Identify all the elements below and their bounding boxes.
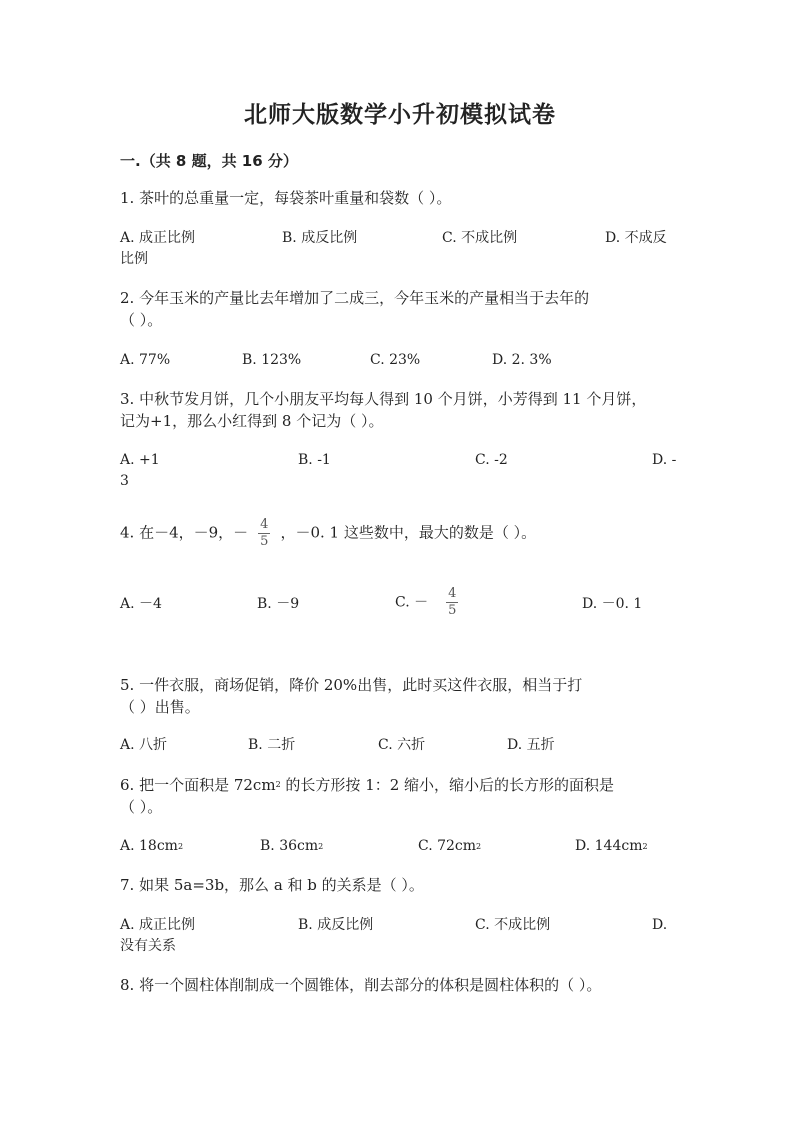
option-a[interactable]: A. 成正比例 <box>120 917 196 933</box>
option-a[interactable]: A. 八折 <box>120 737 168 753</box>
option-a[interactable]: A. +1 <box>120 452 160 468</box>
question-4 <box>120 517 536 550</box>
question-7: 7. 如果 5a=3b，那么 a 和 b 的关系是（ ）。 <box>120 876 424 894</box>
option-d[interactable]: D. - <box>652 452 677 468</box>
option-b[interactable]: B. 成反比例 <box>298 917 374 933</box>
superscript: 2 <box>476 842 482 851</box>
option-b[interactable]: B. -1 <box>298 452 331 468</box>
question-2-line-1: 2. 今年玉米的产量比去年增加了二成三，今年玉米的产量相当于去年的 <box>120 289 590 307</box>
option-d-wrap: 比例 <box>120 251 148 267</box>
fraction <box>446 586 458 619</box>
section-heading: 一.（共 8 题，共 16 分） <box>120 152 298 170</box>
option-b[interactable]: B. 成反比例 <box>282 230 358 246</box>
option-b[interactable]: B. 二折 <box>248 737 296 753</box>
option-d[interactable]: D. 五折 <box>507 737 555 753</box>
fraction-numerator: 4 <box>260 517 269 532</box>
superscript: 2 <box>642 842 648 851</box>
superscript: 2 <box>318 842 324 851</box>
question-8: 8. 将一个圆柱体削制成一个圆锥体，削去部分的体积是圆柱体积的（ ）。 <box>120 976 602 994</box>
option-a[interactable] <box>120 836 183 857</box>
option-c[interactable] <box>395 586 468 619</box>
option-c[interactable] <box>418 836 481 857</box>
option-b-label: B. 36cm <box>260 838 319 854</box>
option-b[interactable] <box>260 836 323 857</box>
question-6-suffix: 的长方形按 1：2 缩小，缩小后的长方形的面积是 <box>280 776 615 794</box>
question-3-line-1: 3. 中秋节发月饼，几个小朋友平均每人得到 10 个月饼，小芳得到 11 个月饼， <box>120 390 647 408</box>
option-d[interactable] <box>575 836 648 857</box>
option-c[interactable]: C. 23% <box>370 352 421 368</box>
question-6-line-2: （ ）。 <box>120 798 163 816</box>
option-b[interactable]: B. －9 <box>257 596 300 612</box>
option-d[interactable]: D. 2. 3% <box>492 352 552 368</box>
option-c[interactable]: C. 不成比例 <box>475 917 551 933</box>
option-c[interactable]: C. 六折 <box>378 737 426 753</box>
option-a[interactable]: A. －4 <box>120 596 162 612</box>
question-3-line-2: 记为+1，那么小红得到 8 个记为（ ）。 <box>120 412 384 430</box>
option-a[interactable]: A. 77% <box>120 352 171 368</box>
question-5-line-1: 5. 一件衣服，商场促销，降价 20%出售，此时买这件衣服，相当于打 <box>120 676 583 694</box>
superscript: 2 <box>275 780 281 789</box>
fraction <box>258 517 270 550</box>
option-a[interactable]: A. 成正比例 <box>120 230 196 246</box>
question-5-line-2: （ ）出售。 <box>120 698 200 716</box>
option-d[interactable]: D. <box>652 917 668 933</box>
option-d-wrap: 3 <box>120 473 129 489</box>
option-c[interactable]: C. -2 <box>475 452 508 468</box>
question-6-line-1 <box>120 774 614 796</box>
fraction-denominator: 5 <box>448 603 457 618</box>
page-title: 北师大版数学小升初模拟试卷 <box>244 102 556 128</box>
fraction-numerator: 4 <box>448 586 457 601</box>
option-c-label: C. 72cm <box>418 838 477 854</box>
question-2-line-2: （ ）。 <box>120 311 163 329</box>
fraction-denominator: 5 <box>260 534 269 549</box>
option-c[interactable]: C. 不成比例 <box>442 230 518 246</box>
option-b[interactable]: B. 123% <box>242 352 302 368</box>
option-d-wrap: 没有关系 <box>120 938 176 954</box>
option-d[interactable]: D. 不成反 <box>605 230 667 246</box>
question-6-prefix: 6. 把一个面积是 72cm <box>120 776 276 794</box>
question-4-suffix: ，－0. 1 这些数中，最大的数是（ ）。 <box>280 523 537 542</box>
question-4-prefix: 4. 在－4，－9，－ <box>120 523 249 542</box>
option-d[interactable]: D. －0. 1 <box>582 596 643 612</box>
superscript: 2 <box>177 842 184 851</box>
option-c-label: C. － <box>395 594 429 611</box>
option-a-label: A. 18cm <box>120 838 178 854</box>
option-d-label: D. 144cm <box>575 838 643 854</box>
question-1: 1. 茶叶的总重量一定，每袋茶叶重量和袋数（ ）。 <box>120 189 452 207</box>
